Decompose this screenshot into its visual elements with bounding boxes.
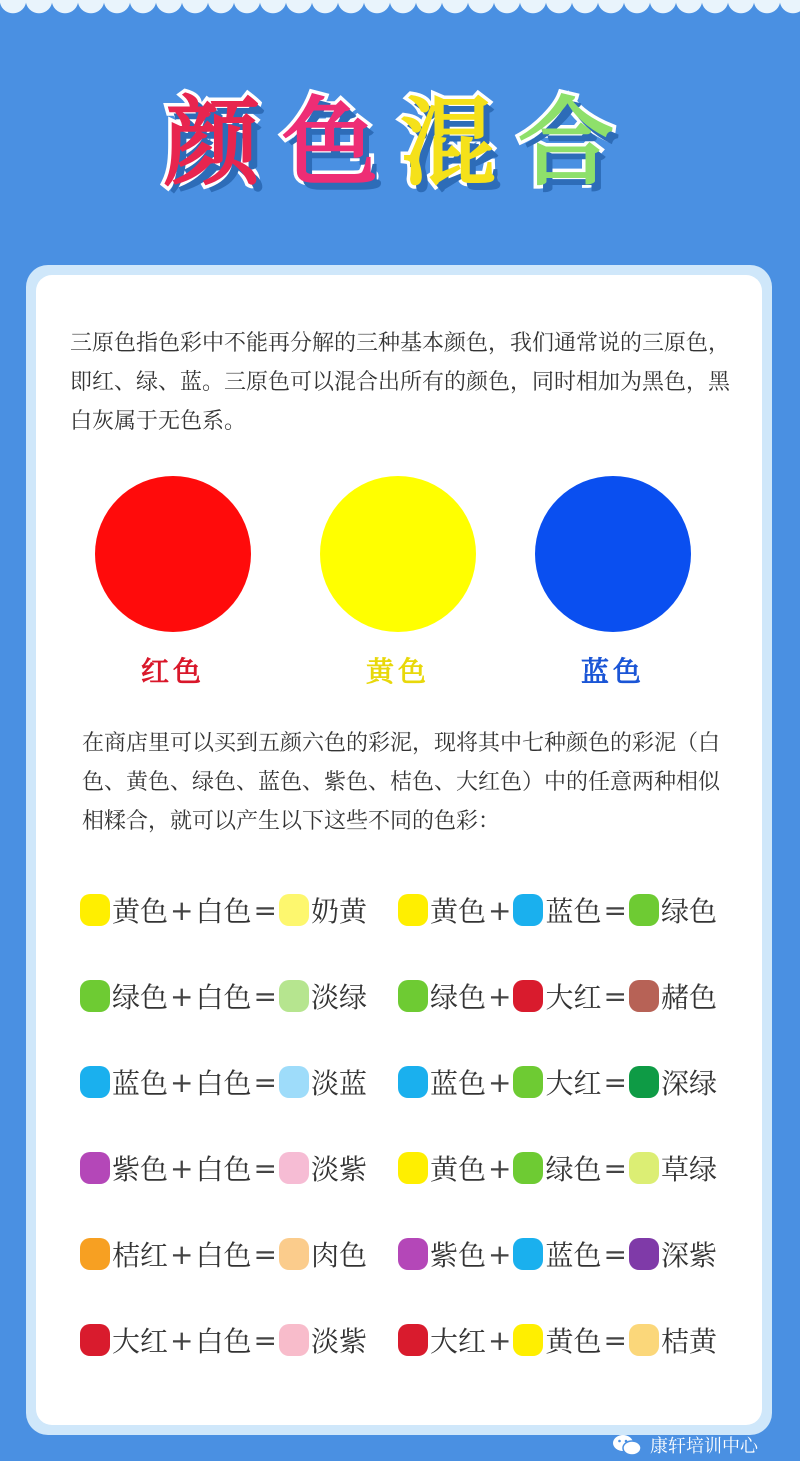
- mix-input-a: 大红: [430, 1325, 487, 1358]
- mix-input-a: 黄色: [430, 1153, 487, 1186]
- mix-input-a: 黄色: [430, 895, 487, 928]
- mix-result: 肉色: [310, 1239, 367, 1272]
- color-swatch: [513, 1152, 543, 1184]
- plus-sign: +: [488, 979, 512, 1013]
- plus-sign: +: [170, 893, 194, 927]
- mix-result: 桔黄: [660, 1325, 717, 1358]
- mix-input-a: 蓝色: [112, 1067, 169, 1100]
- color-swatch: [279, 1066, 309, 1098]
- equals-sign: =: [253, 1065, 277, 1099]
- mix-input-a: 紫色: [430, 1239, 487, 1272]
- yellow-label: 黄色: [365, 655, 430, 688]
- equals-sign: =: [603, 893, 627, 927]
- title-char-2: 色: [282, 87, 400, 199]
- mix-row: [398, 1234, 717, 1274]
- mix-input-b: 白色: [195, 1239, 252, 1272]
- mix-row: [80, 1320, 367, 1360]
- mix-input-b: 大红: [545, 981, 602, 1014]
- color-swatch: [513, 1066, 543, 1098]
- plus-sign: +: [170, 1065, 194, 1099]
- equals-sign: =: [603, 979, 627, 1013]
- description-paragraph: 在商店里可以买到五颜六色的彩泥，现将其中七种颜色的彩泥（白色、黄色、绿色、蓝色、紫色、桔色、大红色）中的任意两种相似相糅合，就可以产生以下这些不同的色彩：: [82, 731, 721, 834]
- plus-sign: +: [170, 1323, 194, 1357]
- page-title: [0, 88, 800, 198]
- color-swatch: [279, 1238, 309, 1270]
- mix-input-b: 白色: [195, 1153, 252, 1186]
- blue-circle: [535, 476, 691, 632]
- mix-input-b: 蓝色: [545, 1239, 602, 1272]
- footer-text: 康轩培训中心: [650, 1436, 758, 1457]
- color-swatch: [513, 980, 543, 1012]
- mix-result: 深绿: [660, 1067, 717, 1100]
- mix-input-b: 白色: [195, 895, 252, 928]
- mix-result: 赭色: [660, 981, 717, 1014]
- plus-sign: +: [488, 893, 512, 927]
- mix-row: [80, 1062, 367, 1102]
- mix-row: [398, 1148, 717, 1188]
- mix-input-a: 绿色: [430, 981, 487, 1014]
- blue-label: 蓝色: [580, 655, 645, 688]
- mix-row: [398, 890, 717, 930]
- wechat-icon: [612, 1434, 642, 1456]
- color-swatch: [398, 894, 428, 926]
- color-swatch: [513, 1238, 543, 1270]
- color-swatch: [398, 1152, 428, 1184]
- color-swatch: [398, 1324, 428, 1356]
- equals-sign: =: [253, 1237, 277, 1271]
- mix-input-a: 黄色: [112, 895, 169, 928]
- color-swatch: [398, 1238, 428, 1270]
- color-swatch: [629, 1066, 659, 1098]
- title-char-3: 混: [400, 87, 518, 199]
- red-circle: [95, 476, 251, 632]
- mix-result: 淡绿: [310, 981, 367, 1014]
- mix-input-a: 蓝色: [430, 1067, 487, 1100]
- plus-sign: +: [488, 1323, 512, 1357]
- mix-row: [80, 1148, 367, 1188]
- mix-result: 草绿: [660, 1153, 717, 1186]
- mix-row: [398, 1320, 717, 1360]
- equals-sign: =: [603, 1323, 627, 1357]
- equals-sign: =: [253, 1323, 277, 1357]
- plus-sign: +: [170, 1237, 194, 1271]
- red-label: 红色: [140, 655, 205, 688]
- equals-sign: =: [603, 1065, 627, 1099]
- mix-input-a: 紫色: [112, 1153, 169, 1186]
- color-swatch: [629, 1324, 659, 1356]
- color-swatch: [629, 980, 659, 1012]
- mix-input-b: 黄色: [545, 1325, 602, 1358]
- color-swatch: [279, 894, 309, 926]
- color-swatch: [80, 980, 110, 1012]
- mix-result: 淡紫: [310, 1153, 367, 1186]
- plus-sign: +: [170, 979, 194, 1013]
- mix-row: [398, 976, 717, 1016]
- plus-sign: +: [170, 1151, 194, 1185]
- plus-sign: +: [488, 1065, 512, 1099]
- title-char-1: 颜: [164, 87, 282, 199]
- plus-sign: +: [488, 1151, 512, 1185]
- footer-watermark: [612, 1432, 758, 1458]
- mix-row: [80, 890, 367, 930]
- plus-sign: +: [488, 1237, 512, 1271]
- mix-result: 深紫: [660, 1239, 717, 1272]
- color-swatch: [80, 1238, 110, 1270]
- color-swatch: [80, 894, 110, 926]
- mix-input-b: 大红: [545, 1067, 602, 1100]
- mix-result: 淡蓝: [310, 1067, 367, 1100]
- equals-sign: =: [603, 1237, 627, 1271]
- mix-input-a: 绿色: [112, 981, 169, 1014]
- color-swatch: [279, 980, 309, 1012]
- mix-input-a: 桔红: [112, 1239, 169, 1272]
- mix-row: [80, 1234, 367, 1274]
- equals-sign: =: [603, 1151, 627, 1185]
- mix-input-b: 蓝色: [545, 895, 602, 928]
- color-swatch: [513, 894, 543, 926]
- color-swatch: [398, 980, 428, 1012]
- equals-sign: =: [253, 979, 277, 1013]
- scalloped-top-border: [0, 0, 800, 26]
- yellow-circle: [320, 476, 476, 632]
- color-swatch: [629, 1152, 659, 1184]
- color-swatch: [279, 1152, 309, 1184]
- mix-input-b: 绿色: [545, 1153, 602, 1186]
- color-swatch: [629, 894, 659, 926]
- mix-input-b: 白色: [195, 1325, 252, 1358]
- color-swatch: [513, 1324, 543, 1356]
- equals-sign: =: [253, 1151, 277, 1185]
- color-swatch: [279, 1324, 309, 1356]
- mix-result: 淡紫: [310, 1325, 367, 1358]
- mix-result: 奶黄: [310, 895, 367, 928]
- color-swatch: [398, 1066, 428, 1098]
- color-swatch: [80, 1152, 110, 1184]
- mix-input-b: 白色: [195, 981, 252, 1014]
- mix-row: [80, 976, 367, 1016]
- color-swatch: [629, 1238, 659, 1270]
- color-swatch: [80, 1066, 110, 1098]
- mix-input-a: 大红: [112, 1325, 169, 1358]
- equals-sign: =: [253, 893, 277, 927]
- intro-paragraph: 三原色指色彩中不能再分解的三种基本颜色，我们通常说的三原色，即红、绿、蓝。三原色可以混合出所有的颜色，同时相加为黑色，黑白灰属于无色系。: [70, 331, 731, 434]
- color-swatch: [80, 1324, 110, 1356]
- mix-row: [398, 1062, 717, 1102]
- mix-input-b: 白色: [195, 1067, 252, 1100]
- title-char-4: 合: [518, 87, 636, 199]
- mix-result: 绿色: [660, 895, 717, 928]
